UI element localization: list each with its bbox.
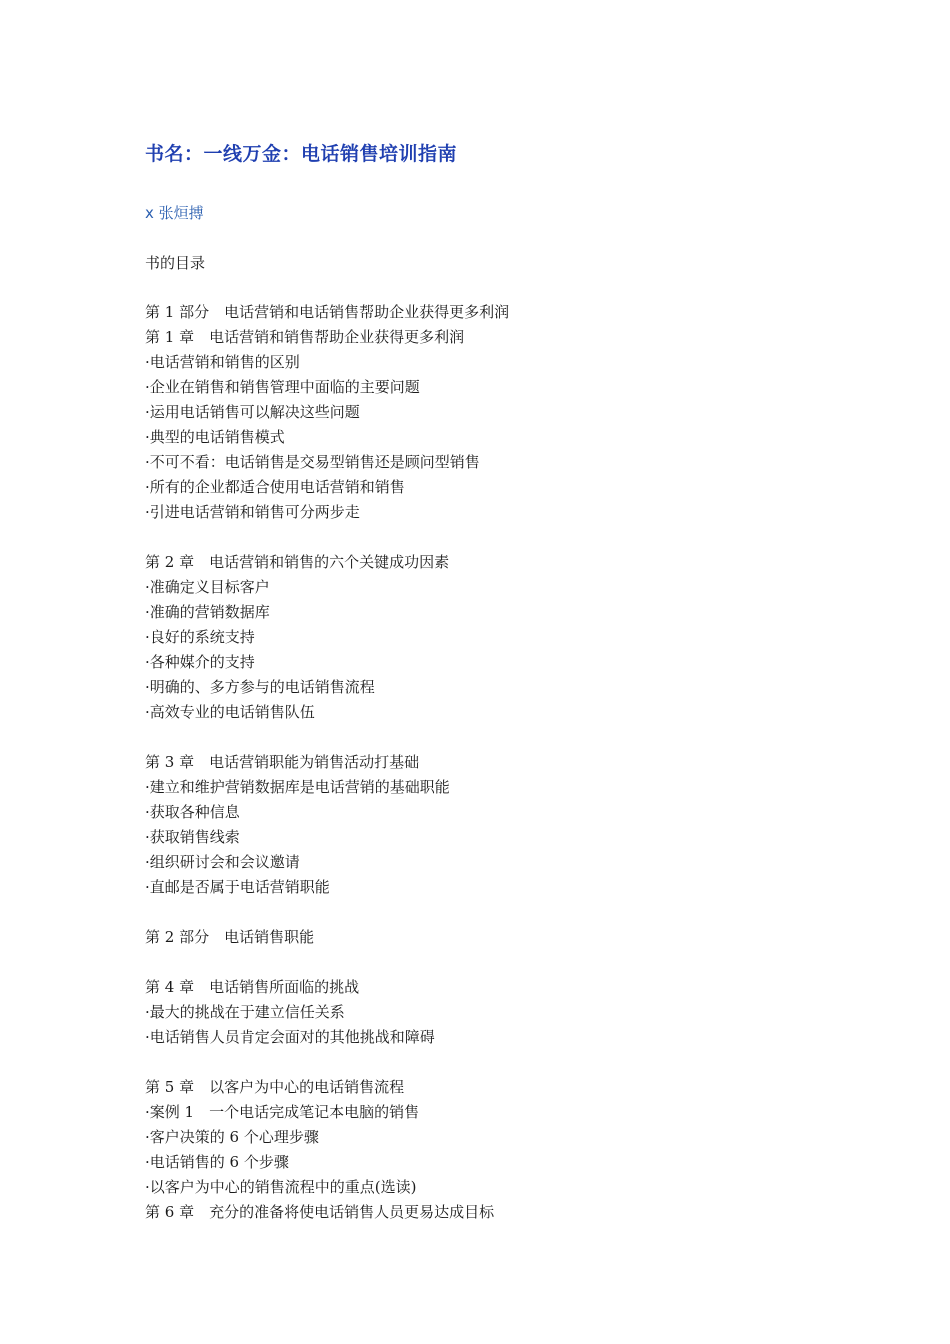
toc-line: 第 2 章 电话营销和销售的六个关键成功因素 <box>145 553 450 571</box>
toc-line: ·直邮是否属于电话营销职能 <box>145 878 330 896</box>
toc-line: 第 4 章 电话销售所面临的挑战 <box>145 978 360 996</box>
blank-line <box>145 525 845 550</box>
blank-line <box>145 900 845 925</box>
toc-line: 第 1 部分 电话营销和电话销售帮助企业获得更多利润 <box>145 303 510 321</box>
toc-line: ·以客户为中心的销售流程中的重点(选读) <box>145 1178 417 1196</box>
toc-line: ·明确的、多方参与的电话销售流程 <box>145 678 375 696</box>
toc-line: ·典型的电话销售模式 <box>145 428 285 446</box>
toc-line: ·高效专业的电话销售队伍 <box>145 703 315 721</box>
toc-line: ·准确的营销数据库 <box>145 603 270 621</box>
table-of-contents <box>145 300 845 1225</box>
toc-line: ·良好的系统支持 <box>145 628 255 646</box>
toc-line: ·所有的企业都适合使用电话营销和销售 <box>145 478 405 496</box>
blank-line <box>145 950 845 975</box>
toc-line: ·客户决策的 6 个心理步骤 <box>145 1128 319 1146</box>
toc-line: 第 3 章 电话营销职能为销售活动打基础 <box>145 753 420 771</box>
toc-line: ·获取销售线索 <box>145 828 240 846</box>
toc-line: 第 5 章 以客户为中心的电话销售流程 <box>145 1078 405 1096</box>
toc-line: ·企业在销售和销售管理中面临的主要问题 <box>145 378 420 396</box>
toc-line: ·获取各种信息 <box>145 803 240 821</box>
toc-line: ·引进电话营销和销售可分两步走 <box>145 503 360 521</box>
toc-line: ·电话销售的 6 个步骤 <box>145 1153 289 1171</box>
toc-line: ·准确定义目标客户 <box>145 578 270 596</box>
toc-line: ·各种媒介的支持 <box>145 653 255 671</box>
toc-line: 第 2 部分 电话销售职能 <box>145 928 315 946</box>
toc-line: ·最大的挑战在于建立信任关系 <box>145 1003 345 1021</box>
toc-line: ·案例 1 一个电话完成笔记本电脑的销售 <box>145 1103 420 1121</box>
toc-line: ·建立和维护营销数据库是电话营销的基础职能 <box>145 778 450 796</box>
toc-line: 第 1 章 电话营销和销售帮助企业获得更多利润 <box>145 328 465 346</box>
author-line: x 张烜搏 <box>145 204 204 222</box>
toc-line: ·不可不看：电话销售是交易型销售还是顾问型销售 <box>145 453 480 471</box>
toc-line: ·电话营销和销售的区别 <box>145 353 300 371</box>
toc-line: ·运用电话销售可以解决这些问题 <box>145 403 360 421</box>
blank-line <box>145 725 845 750</box>
toc-line: ·组织研讨会和会议邀请 <box>145 853 300 871</box>
toc-line: ·电话销售人员肯定会面对的其他挑战和障碍 <box>145 1028 435 1046</box>
blank-line <box>145 1050 845 1075</box>
toc-heading: 书的目录 <box>145 254 206 272</box>
toc-line: 第 6 章 充分的准备将使电话销售人员更易达成目标 <box>145 1203 495 1221</box>
book-title: 书名：一线万金：电话销售培训指南 <box>145 143 458 165</box>
